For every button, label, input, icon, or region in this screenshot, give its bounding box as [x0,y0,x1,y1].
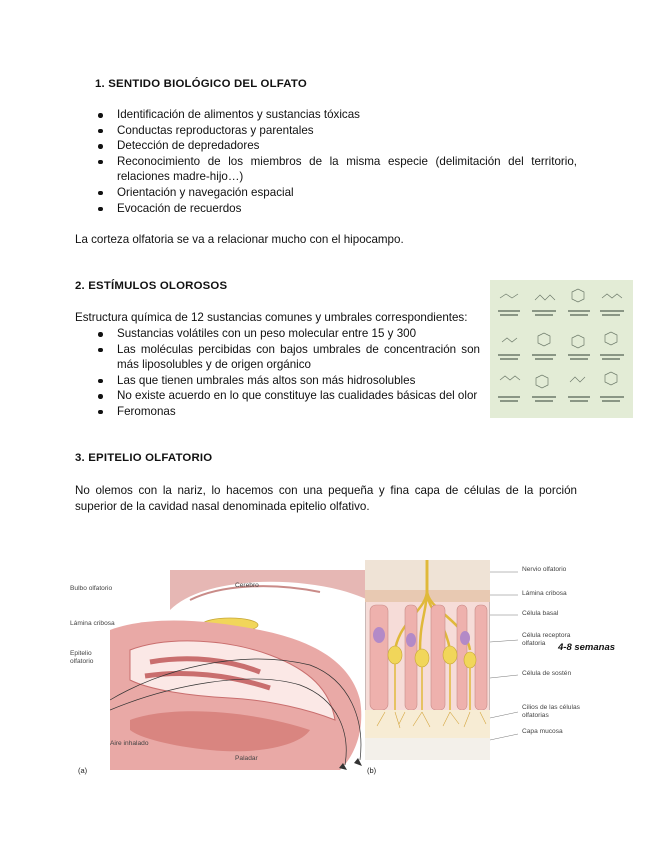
list-item: Las que tienen umbrales más altos son más hidrosolubles [75,373,480,389]
olfactory-epithelium-figure [70,550,630,780]
label-lamina-cribosa-a: Lámina cribosa [70,620,115,627]
section1-paragraph: La corteza olfatoria se va a relacionar mucho con el hipocampo. [75,233,404,246]
label-nervio-olfatorio: Nervio olfatorio [522,566,567,573]
label-leader-lines [490,560,520,750]
epithelium-detail-illustration [365,560,490,760]
annotation-note: 4-8 semanas [558,642,616,653]
list-item: Identificación de alimentos y sustancias tóxicas [75,107,577,123]
section3-paragraph: No olemos con la nariz, lo hacemos con una pequeña y fina capa de células de la porción superior de la cavidad nasal denominada epitelio olfativo. [75,484,577,513]
figure-tag-b: (b) [367,766,377,775]
list-item: Las moléculas percibidas con bajos umbrales de concentración son más liposolubles y de origen orgánico [75,342,480,373]
label-epitelio-olfatorio: Epitelio olfatorio [70,650,94,665]
label-celula-sosten: Célula de sostén [522,670,572,677]
section2-intro: Estructura química de 12 sustancias comunes y umbrales correspondientes: [75,311,468,324]
label-celula-basal: Célula basal [522,610,559,617]
list-item: No existe acuerdo en lo que constituye las cualidades básicas del olor [75,388,480,404]
chemical-structures-image [490,280,633,418]
list-item: Conductas reproductoras y parentales [75,123,577,139]
nasal-cavity-illustration [110,570,400,770]
label-aire-inhalado: Aire inhalado [110,740,149,747]
list-item: Detección de depredadores [75,138,577,154]
list-item: Evocación de recuerdos [75,201,577,217]
label-cerebro: Cerebro [235,582,259,589]
section1-title: 1. SENTIDO BIOLÓGICO DEL OLFATO [95,78,307,90]
label-cilios: Cilios de las células olfatorias [522,704,580,719]
section3-title: 3. EPITELIO OLFATORIO [75,452,213,464]
label-paladar: Paladar [235,755,258,762]
section1-list [75,107,577,216]
section2-list [75,326,480,420]
label-celula-receptora: Célula receptora olfatoria [522,632,571,647]
list-item: Sustancias volátiles con un peso molecular entre 15 y 300 [75,326,480,342]
label-bulbo-olfatorio: Bulbo olfatorio [70,585,113,592]
label-lamina-cribosa-b: Lámina cribosa [522,590,567,597]
label-capa-mucosa: Capa mucosa [522,728,563,735]
list-item: Orientación y navegación espacial [75,185,577,201]
section2-title: 2. ESTÍMULOS OLOROSOS [75,280,228,292]
list-item: Reconocimiento de los miembros de la misma especie (delimitación del territorio, relaciones madre-hijo…) [75,154,577,185]
list-item: Feromonas [75,404,480,420]
figure-tag-a: (a) [78,766,88,775]
